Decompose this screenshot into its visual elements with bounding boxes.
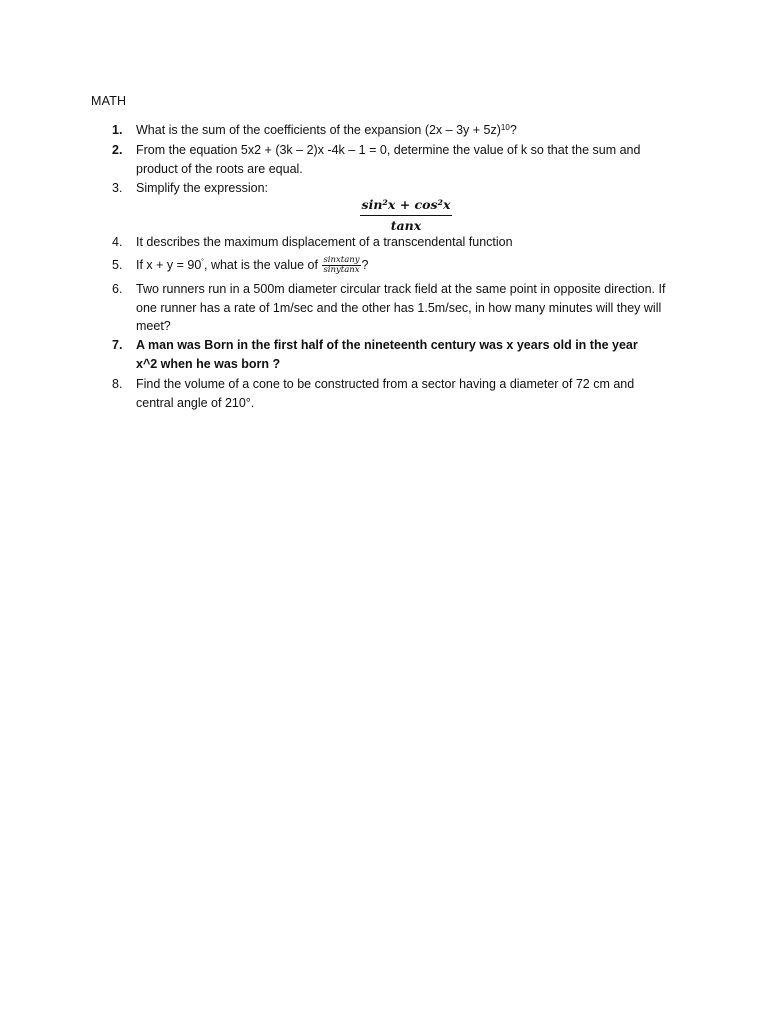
question-text: A man was Born in the first half of the nineteenth century was x years old in the year x^2 when he was born ? xyxy=(136,338,638,371)
question-number: 2. xyxy=(112,143,123,157)
degree-mark: ˚ xyxy=(201,258,204,267)
question-text: Simplify the expression: xyxy=(136,181,269,195)
question-text: From the equation 5x2 + (3k – 2)x -4k – 1 = 0, determine the value of k so that the sum and product of the roots are equal. xyxy=(136,143,641,176)
question-text: Two runners run in a 500m diameter circular track field at the same point in opposite direction. If one runner has a rate of 1m/sec and the other has 1.5m/sec, in how many minutes will they will meet? xyxy=(136,282,666,333)
fraction-bar xyxy=(360,215,452,216)
question-number: 3. xyxy=(112,181,123,195)
fraction-denominator: sinytanx xyxy=(323,265,360,276)
fraction-numerator: sinxtany xyxy=(323,255,360,266)
document-heading: MATH xyxy=(91,94,127,108)
question-number: 1. xyxy=(112,123,123,137)
question-text: It describes the maximum displacement of a transcendental function xyxy=(136,235,513,249)
expression-fraction xyxy=(360,196,452,234)
exponent: 10 xyxy=(500,123,510,132)
question-number: 7. xyxy=(112,338,123,352)
fraction-numerator: sin²x + cos²x xyxy=(361,197,451,212)
question-text: What is the sum of the coefficients of the expansion $(2x - 3y + 5z)^{10}$? xyxy=(136,123,517,137)
question-text: If x + y = 90˚, what is the value of $\frac{\text{sinxtany}}{\text{sinytanx}}$ ? xyxy=(136,255,369,276)
fraction-denominator: tanx xyxy=(390,218,422,233)
question-text: Find the volume of a cone to be constructed from a sector having a diameter of 72 cm and central angle of 210°. xyxy=(136,377,635,410)
question-number: 6. xyxy=(112,282,123,296)
inline-fraction xyxy=(322,256,360,275)
question-number: 8. xyxy=(112,377,123,391)
question-number: 4. xyxy=(112,235,123,249)
question-number: 5. xyxy=(112,258,123,272)
